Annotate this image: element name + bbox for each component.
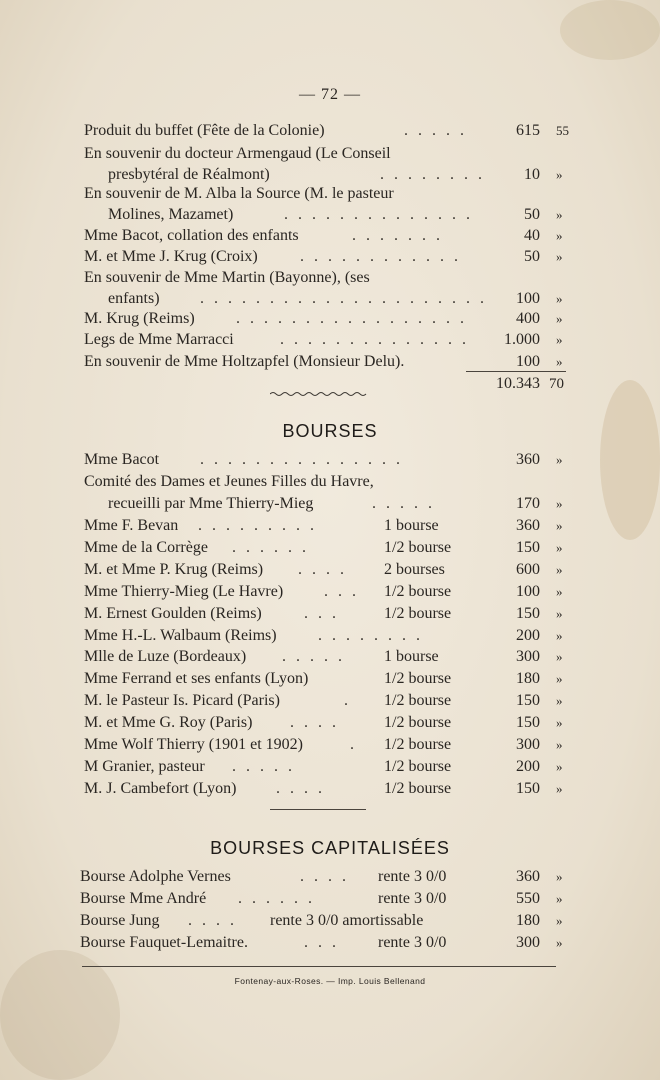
bourse-label: M. Ernest Goulden (Reims) [84, 604, 262, 622]
bourse-detail: 2 bourses [384, 560, 445, 578]
bourse-row [0, 625, 660, 647]
total-rule [466, 371, 566, 372]
bourse-label: M. et Mme G. Roy (Paris) [84, 714, 253, 732]
dot-leader: . . . . . . . . . . . . [300, 248, 461, 265]
bourse-detail: 1/2 bourse [384, 692, 452, 710]
dot-leader: . . . . [276, 779, 325, 797]
dot-leader: . . . . . [404, 122, 467, 139]
bourse-detail: 1 bourse [384, 517, 439, 534]
bourse-label: Mme de la Corrège [84, 538, 208, 556]
bourse-label: Mme Bacot [84, 451, 160, 468]
ditto-mark: » [556, 228, 563, 243]
bourse-label: M. et Mme P. Krug (Reims) [84, 560, 264, 578]
dot-leader: . . . . . . . . . [198, 517, 317, 534]
donation-row-cont [0, 288, 660, 310]
amount: 600 [516, 560, 540, 578]
donation-row [0, 120, 660, 142]
amount: 150 [516, 692, 540, 710]
bourse-label: M. le Pasteur Is. Picard (Paris) [84, 692, 280, 710]
dot-leader: . . . . . . . . . . . . . . [284, 206, 473, 223]
bourse-row [0, 778, 660, 800]
ditto-mark: » [556, 935, 563, 950]
amount: 180 [516, 912, 540, 929]
ditto-mark: » [556, 869, 563, 884]
ditto-mark: » [556, 913, 563, 928]
paper-stain [560, 0, 660, 60]
amount: 150 [516, 714, 540, 732]
dot-leader: . . . . . . . [352, 227, 443, 244]
page-number: — 72 — [299, 86, 361, 103]
amount: 300 [516, 648, 540, 666]
donation-label-cont: enfants) [108, 290, 160, 307]
ditto-mark: » [556, 715, 563, 731]
ditto-mark: » [556, 891, 563, 906]
ditto-mark: 55 [556, 123, 569, 138]
capital-label: Bourse Mme André [80, 890, 207, 907]
ditto-mark: » [556, 311, 563, 326]
donation-row [0, 329, 660, 351]
bourse-detail: 1/2 bourse [384, 604, 452, 622]
bourse-label: Mme Thierry-Mieg (Le Havre) [84, 582, 284, 600]
amount: 200 [516, 626, 540, 644]
donation-label: M. Krug (Reims) [84, 310, 195, 327]
donation-row [0, 143, 660, 165]
dot-leader: . . . . . . . . . . . . . . . [200, 451, 403, 468]
amount: 150 [516, 538, 540, 556]
ditto-mark: » [556, 496, 563, 511]
donation-row [0, 267, 660, 289]
ditto-mark: » [556, 758, 563, 774]
bourse-row [0, 712, 660, 734]
donation-label: Mme Bacot, collation des enfants [84, 227, 299, 244]
ditto-mark: » [556, 671, 563, 687]
capital-row [0, 888, 660, 910]
capital-label: Bourse Jung [80, 912, 160, 929]
dot-leader: . . . . [188, 912, 237, 929]
bourse-detail: 1/2 bourse [384, 538, 452, 556]
bourse-detail: 1/2 bourse [384, 714, 452, 732]
ditto-mark: » [556, 354, 563, 369]
bourse-label: Mme H.-L. Walbaum (Reims) [84, 626, 277, 644]
bourse-row [0, 559, 660, 581]
bourse-detail: rente 3 0/0 [378, 890, 447, 907]
donation-row [0, 351, 660, 373]
donation-row [0, 246, 660, 268]
dot-leader: . . . . . . . . . . . . . . [280, 331, 469, 348]
dot-leader: . . . . . [232, 757, 295, 775]
donation-label: Produit du buffet (Fête de la Colonie) [84, 122, 325, 139]
capital-label: Bourse Fauquet-Lemaitre. [80, 934, 248, 951]
amount: 360 [516, 517, 540, 534]
amount: 50 [524, 206, 540, 223]
amount: 400 [516, 310, 540, 327]
bourse-detail: 1/2 bourse [384, 736, 452, 753]
ditto-mark: » [556, 249, 563, 264]
dot-leader: . . . . . [282, 648, 345, 666]
dot-leader: . . . . . . [238, 890, 315, 907]
bourse-detail: rente 3 0/0 [378, 934, 447, 951]
dot-leader: . [350, 736, 357, 753]
bourse-label: Mme Ferrand et ses enfants (Lyon) [84, 670, 309, 688]
amount: 150 [516, 779, 540, 797]
bourse-row [0, 537, 660, 559]
ditto-mark: » [556, 627, 563, 643]
bourse-detail: 1/2 bourse [384, 779, 452, 797]
amount: 550 [516, 890, 540, 907]
bourse-label: Mlle de Luze (Bordeaux) [84, 648, 247, 666]
dot-leader: . . . . [300, 868, 349, 885]
ditto-mark: » [556, 605, 563, 621]
dot-leader: . . . . . [372, 495, 435, 512]
bourse-detail: 1/2 bourse [384, 670, 452, 688]
printer-imprint: Fontenay-aux-Roses. — Imp. Louis Bellenand [234, 976, 426, 986]
bourse-row [0, 646, 660, 668]
ditto-mark: » [556, 167, 563, 182]
donation-label: En souvenir de Mme Holtzapfel (Monsieur Delu). [84, 353, 405, 370]
bourse-detail: rente 3 0/0 [378, 868, 447, 885]
dot-leader: . [344, 692, 351, 710]
bourse-row [0, 449, 660, 471]
paper-stain [0, 950, 120, 1080]
total-amount: 10.343 [496, 375, 540, 392]
bourse-row [0, 515, 660, 537]
donation-row [0, 225, 660, 247]
ditto-mark: » [556, 737, 563, 752]
bourse-label: M. J. Cambefort (Lyon) [84, 779, 237, 797]
donation-label: Legs de Mme Marracci [84, 331, 234, 348]
bourse-row [0, 756, 660, 778]
bourse-detail: 1/2 bourse [384, 582, 452, 600]
donation-row [0, 308, 660, 330]
capital-heading: BOURSES CAPITALISÉES [210, 838, 450, 858]
amount: 100 [516, 582, 540, 600]
amount: 200 [516, 757, 540, 775]
dot-leader: . . . . . . [232, 538, 309, 556]
dot-leader: . . . . . . . . . . . . . . . . . . . . . [200, 290, 487, 307]
dot-leader: . . . . . . . . [380, 166, 485, 183]
bourse-row [0, 471, 660, 493]
ditto-mark: » [556, 693, 563, 709]
ditto-mark: » [556, 780, 563, 796]
bourse-detail: 1/2 bourse [384, 757, 452, 775]
bourse-row-cont [0, 493, 660, 515]
donation-label: En souvenir de M. Alba la Source (M. le pasteur [84, 185, 394, 202]
dot-leader: . . . . [290, 714, 339, 732]
amount: 100 [516, 290, 540, 307]
footer-rule [82, 966, 556, 967]
bourse-row [0, 734, 660, 756]
ditto-mark: » [556, 291, 563, 306]
donation-row [0, 183, 660, 205]
amount: 300 [516, 736, 540, 753]
amount: 1.000 [504, 331, 540, 348]
bourse-row [0, 690, 660, 712]
amount: 360 [516, 451, 540, 468]
donation-row-cont [0, 204, 660, 226]
amount: 40 [524, 227, 540, 244]
ditto-mark: » [556, 561, 563, 577]
section-divider [270, 809, 366, 810]
donation-label-cont: presbytéral de Réalmont) [108, 166, 270, 183]
amount: 360 [516, 868, 540, 885]
amount: 615 [516, 122, 540, 139]
bourse-label-cont: recueilli par Mme Thierry-Mieg [108, 495, 314, 512]
ditto-mark: » [556, 452, 563, 467]
amount: 150 [516, 604, 540, 622]
ditto-mark: » [556, 539, 563, 555]
amount: 10 [524, 166, 540, 183]
dot-leader: . . . . . . . . . . . . . . . . . [236, 310, 467, 327]
bourse-row [0, 581, 660, 603]
bourse-detail: 1 bourse [384, 648, 439, 666]
ditto-mark: » [556, 518, 563, 533]
dot-leader: . . . [304, 934, 339, 951]
ditto-mark: » [556, 649, 563, 665]
dot-leader: . . . . . . . . [318, 626, 423, 644]
amount: 50 [524, 248, 540, 265]
capital-row [0, 910, 660, 932]
ditto-mark: » [556, 207, 563, 222]
squiggle-divider [270, 390, 370, 398]
total-cents: 70 [549, 376, 564, 392]
bourse-row [0, 668, 660, 690]
bourse-label: Mme F. Bevan [84, 517, 179, 534]
donation-label: En souvenir du docteur Armengaud (Le Conseil [84, 145, 391, 162]
dot-leader: . . . [304, 604, 339, 622]
bourse-label: Mme Wolf Thierry (1901 et 1902) [84, 736, 303, 753]
donation-label: M. et Mme J. Krug (Croix) [84, 248, 258, 265]
dot-leader: . . . . [298, 560, 347, 578]
dot-leader: . . . [324, 582, 359, 600]
bourse-row [0, 603, 660, 625]
bourse-label: M Granier, pasteur [84, 757, 205, 775]
donation-label-cont: Molines, Mazamet) [108, 206, 234, 223]
amount: 100 [516, 353, 540, 370]
ditto-mark: » [556, 332, 563, 347]
amount: 180 [516, 670, 540, 688]
capital-row [0, 932, 660, 954]
capital-label: Bourse Adolphe Vernes [80, 868, 231, 885]
capital-row [0, 866, 660, 888]
ditto-mark: » [556, 583, 563, 599]
amount: 170 [516, 495, 540, 512]
bourses-heading: BOURSES [282, 421, 378, 441]
amount: 300 [516, 934, 540, 951]
bourse-detail: rente 3 0/0 amortissable [270, 912, 424, 929]
bourse-label: Comité des Dames et Jeunes Filles du Havre, [84, 473, 374, 490]
donation-label: En souvenir de Mme Martin (Bayonne), (ses [84, 269, 370, 286]
